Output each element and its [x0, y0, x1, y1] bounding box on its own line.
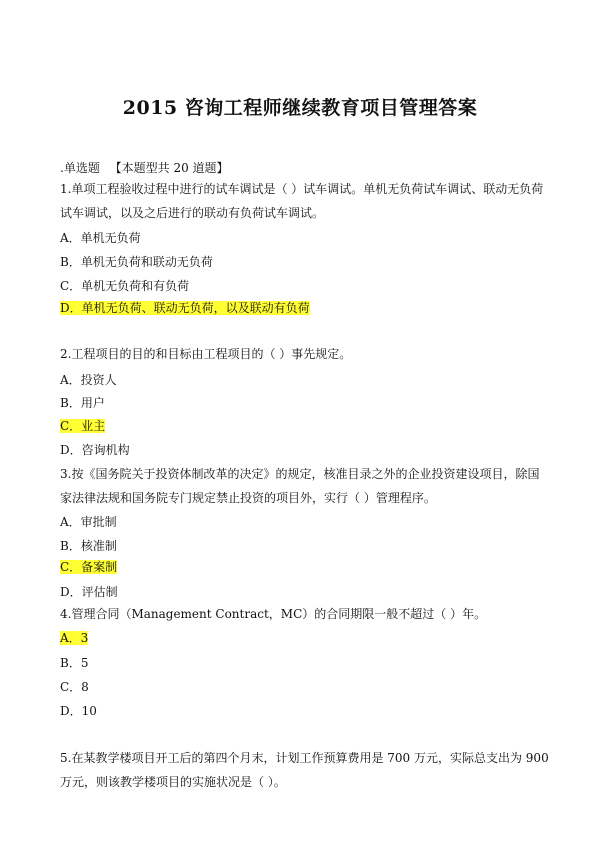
document-title: 2015 咨询工程师继续教育项目管理答案 [122, 97, 478, 119]
question-3-option-b: B．核准制 [60, 539, 117, 553]
answer-highlight: C．业主 [60, 419, 106, 433]
answer-highlight: C．备案制 [60, 560, 118, 574]
question-2-option-a: A．投资人 [60, 373, 117, 387]
answer-highlight: A．3 [60, 631, 89, 645]
question-4-option-c: C．8 [60, 680, 89, 694]
question-1-stem: 1.单项工程验收过程中进行的试车调试是（ ）试车调试。单机无负荷试车调试、联动无负荷试车调试，以及之后进行的联动有负荷试车调试。 [60, 182, 544, 220]
section-note: 【本题型共 20 道题】 [109, 161, 229, 175]
question-3-option-d: D．评估制 [60, 585, 118, 599]
question-5-stem: 5.在某教学楼项目开工后的第四个月末，计划工作预算费用是 700 万元，实际总支出为 900 万元，则该教学楼项目的实施状况是（ ）。 [60, 751, 549, 789]
question-3-option-c [60, 559, 117, 575]
question-3-option-a: A．审批制 [60, 515, 117, 529]
question-4-stem: 4.管理合同（Management Contract，MC）的合同期限一般不超过（ ）年。 [60, 607, 487, 621]
section-header [60, 160, 229, 176]
question-1-option-d [60, 300, 310, 316]
question-2-option-d: D．咨询机构 [60, 443, 130, 457]
question-2-option-c [60, 418, 105, 434]
question-1-option-b: B．单机无负荷和联动无负荷 [60, 255, 213, 269]
question-2-stem: 2.工程项目的目的和目标由工程项目的（ ）事先规定。 [60, 347, 352, 361]
answer-highlight: D．单机无负荷、联动无负荷，以及联动有负荷 [60, 301, 310, 315]
question-4-option-a [60, 630, 88, 646]
question-1-option-c: C．单机无负荷和有负荷 [60, 279, 190, 293]
question-2-option-b: B．用户 [60, 396, 105, 410]
section-label: .单选题 [60, 161, 100, 175]
question-4-option-d: D．10 [60, 704, 97, 718]
question-4-option-b: B．5 [60, 656, 89, 670]
question-1-option-a: A．单机无负荷 [60, 231, 141, 245]
question-3-stem: 3.按《国务院关于投资体制改革的决定》的规定，核准目录之外的企业投资建设项目，除国家法律法规和国务院专门规定禁止投资的项目外，实行（ ）管理程序。 [60, 467, 540, 505]
